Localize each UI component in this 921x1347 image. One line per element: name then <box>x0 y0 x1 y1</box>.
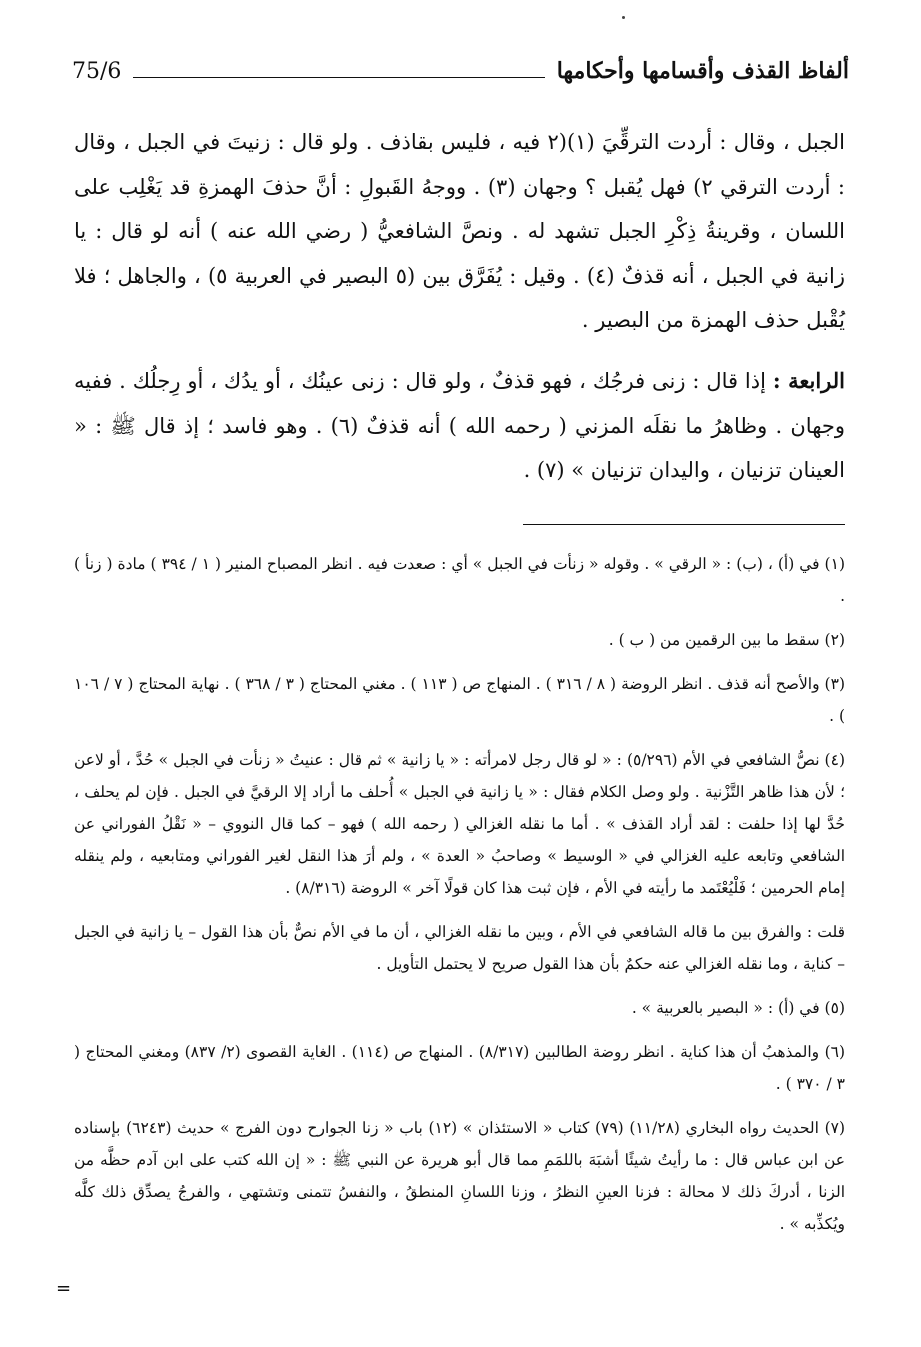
main-text <box>74 120 845 493</box>
paragraph-2-text: إذا قال : زنى فرجُك ، فهو قذفٌ ، ولو قال : زنى عينُك ، أو يدُك ، أو رِجلُك . ففيه وجهان . وظاهرُ ما نقلَه المزني ( رحمه الله ) أنه قذفٌ (٦) . وهو فاسد ؛ إذ قال ﷺ : « العينان تزنيان ، واليدان تزنيان » (٧) . <box>74 368 845 483</box>
footnote-5: (٥) في (أ) : « البصير بالعربية » . <box>631 999 845 1017</box>
footnote-4: (٤) نصُّ الشافعي في الأم (٥/٢٩٦) : « لو قال رجل لامرأته : « يا زانية » ثم قال : عنيتُ « زنأت في الجبل » حُدَّ ، أو لاعن ؛ لأن هذا ظاهر التَّزْنية . ولو وصل الكلام فقال : « يا زانية في الجبل » أُحلف ما أراد إلا الرقيَّ في الجبل . فإن لم يحلف ، حُدَّ لها إذا حلفت : لقد أراد القذف » . أما ما نقله الغزالي ( رحمه الله ) فهو – كما قال النووي – « نَقْلُ الفوراني عن الشافعي وتابعه عليه الغزالي في « الوسيط » وصاحبُ « العدة » ، ولم أرَ هذا النقل لغير الفوراني ومتابعيه ، ولم ينقله إمام الحرمين ؛ فَلْيُعْتَمد ما رأيته في الأم ، فإن ثبت هذا كان قولًا آخر » الروضة (٨/٣١٦) . <box>74 751 845 897</box>
paragraph-2 <box>74 359 845 493</box>
section-label: الرابعة : <box>772 367 845 393</box>
scan-speck <box>622 16 625 19</box>
header-title: ألفاظ القذف وأقسامها وأحكامها <box>556 58 849 84</box>
footnote-7: (٧) الحديث رواه البخاري (١١/٢٨) (٧٩) كتاب « الاستئذان » (١٢) باب « زنا الجوارح دون الفرج » حديث (٦٢٤٣) بإسناده عن ابن عباس قال : ما رأيتُ شيئًا أشبَهَ باللمَمِ مما قال أبو هريرة عن النبي ﷺ : « إن الله كتب على ابن آدم حظَّه من الزنا ، أدركَ ذلك لا محالة : فزنا العينِ النظرُ ، وزنا اللسانِ المنطقُ ، والنفسُ تتمنى وتشتهي ، والفرجُ يصدِّق ذلك كلَّه ويُكذِّبه » . <box>74 1119 846 1233</box>
footnote-4-comment: قلت : والفرق بين ما قاله الشافعي في الأم ، وبين ما نقله الغزالي ، أن ما في الأم نصٌّ بأن هذا القول – يا زانية في الجبل – كناية ، وما نقله الغزالي عنه حكمٌ بأن هذا القول صريح لا يحتمل التأويل . <box>74 923 845 973</box>
footnote-2: (٢) سقط ما بين الرقمين من ( ب ) . <box>608 631 845 649</box>
continuation-mark: = <box>56 1278 72 1299</box>
footnote-3: (٣) والأصح أنه قذف . انظر الروضة ( ٨ / ٣١٦ ) . المنهاج ص ( ١١٣ ) . مغني المحتاج ( ٣ / ٣٦٨ ) . نهاية المحتاج ( ٧ / ١٠٦ ) . <box>74 675 845 725</box>
footnotes <box>74 548 845 1252</box>
footnote-separator <box>523 524 845 525</box>
paragraph-1: الجبل ، وقال : أردت الترقِّيَ (١)(٢ فيه ، فليس بقاذف . ولو قال : زنيتَ في الجبل ، وقال : أردت الترقي ٢) فهل يُقبل ؟ وجهان (٣) . ووجهُ القَبولِ : أنَّ حذفَ الهمزةِ قد يَغْلِب على اللسان ، وقرينةُ ذِكْرِ الجبل تشهد له . ونصَّ الشافعيُّ ( رضي الله عنه ) أنه لو قال : يا زانية في الجبل ، أنه قذفٌ (٤) . وقيل : يُفَرَّق بين (٥ البصير في العربية ٥) ، والجاهل ؛ فلا يُقْبل حذف الهمزة من البصير . <box>74 130 846 333</box>
header-rule <box>133 77 544 78</box>
page-number: 75/6 <box>72 59 122 84</box>
footnote-1: (١) في (أ) ، (ب) : « الرقي » . وقوله « زنأت في الجبل » أي : صعدت فيه . انظر المصباح المنير ( ١ / ٣٩٤ ) مادة ( زنأ ) . <box>74 555 845 605</box>
running-header <box>72 42 849 86</box>
footnote-6: (٦) والمذهبُ أن هذا كناية . انظر روضة الطالبين (٨/٣١٧) . المنهاج ص (١١٤) . الغاية القصوى (٢/ ٨٣٧) ومغني المحتاج ( ٣ / ٣٧٠ ) . <box>74 1043 846 1093</box>
